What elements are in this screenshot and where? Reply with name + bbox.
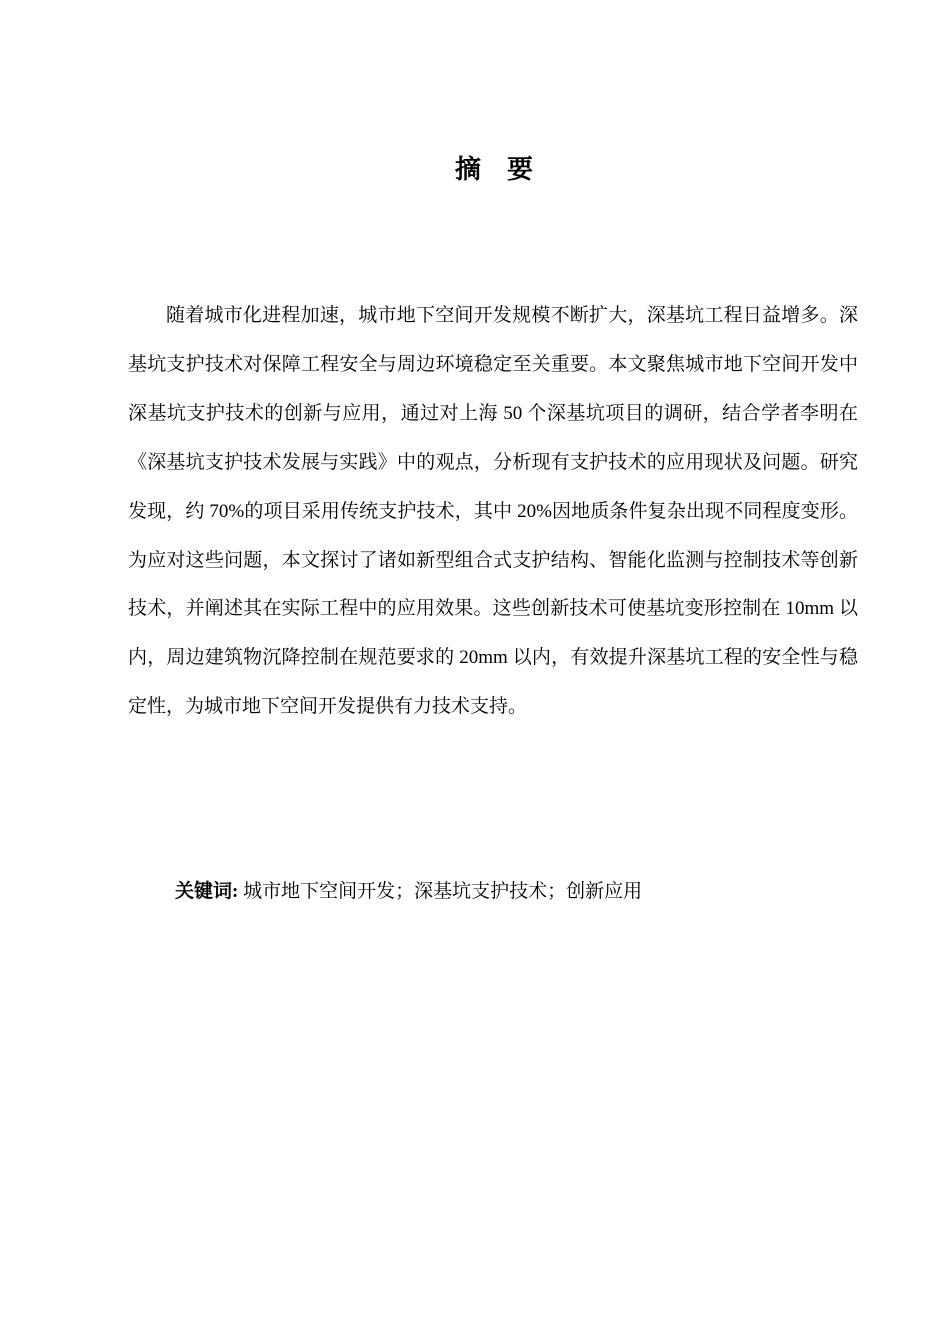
keywords-text: 城市地下空间开发；深基坑支护技术；创新应用 <box>238 881 643 902</box>
keywords-label: 关键词: <box>175 881 239 902</box>
keywords-line <box>175 872 855 912</box>
abstract-paragraph: 随着城市化进程加速，城市地下空间开发规模不断扩大，深基坑工程日益增多。深基坑支护技术对保障工程安全与周边环境稳定至关重要。本文聚焦城市地下空间开发中深基坑支护技术的创新与应用，通过对上海 50 个深基坑项目的调研，结合学者李明在《深基坑支护技术发展与实践》中的观点，分析现有支护技术的应用现状及问题。研究发现，约 70%的项目采用传统支护技术，其中 20%因地质条件复杂出现不同程度变形。为应对这些问题，本文探讨了诸如新型组合式支护结构、智能化监测与控制技术等创新技术，并阐述其在实际工程中的应用效果。这些创新技术可使基坑变形控制在 10mm 以内，周边建筑物沉降控制在规范要求的 20mm 以内，有效提升深基坑工程的安全性与稳定性，为城市地下空间开发提供有力技术支持。 <box>128 305 858 718</box>
abstract-title: 摘 要 <box>454 155 533 184</box>
